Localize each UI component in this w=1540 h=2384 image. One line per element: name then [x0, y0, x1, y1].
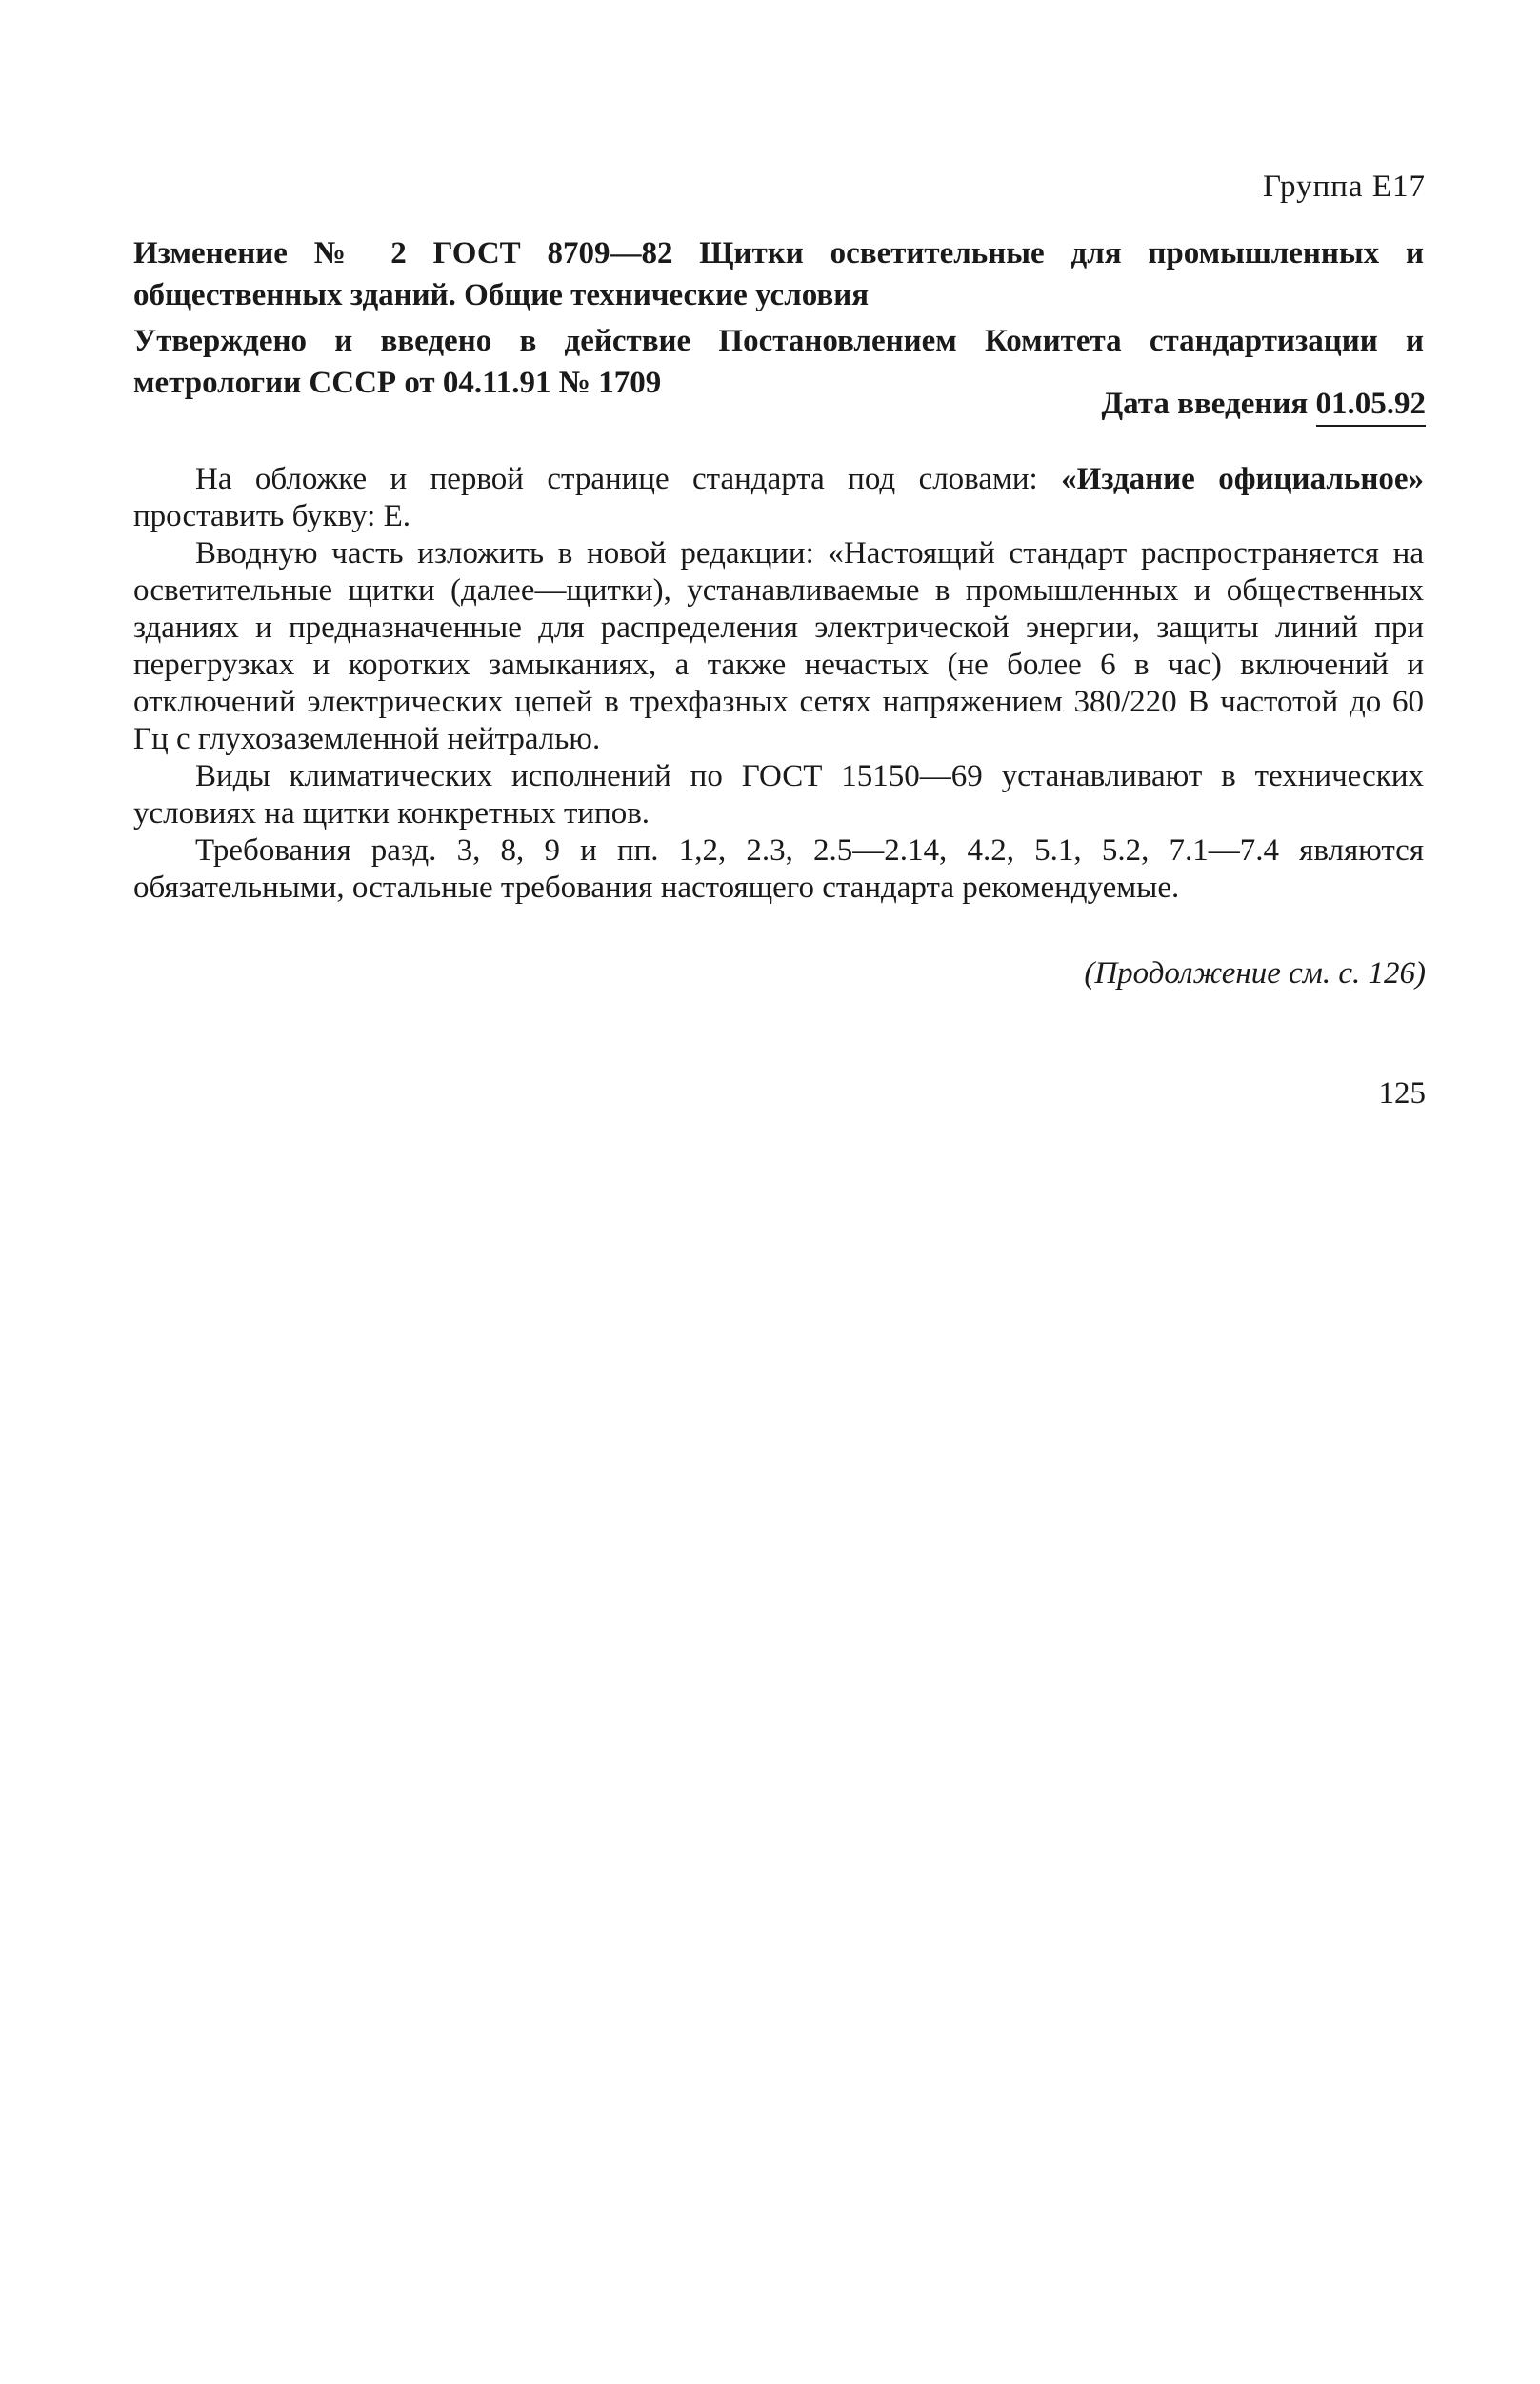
paragraph-mandatory-requirements: Требования разд. 3, 8, 9 и пп. 1,2, 2.3, 2.5—2.14, 4.2, 5.1, 5.2, 7.1—7.4 являются обязательными, остальные требования настоящего стандарта рекомендуемые. [133, 833, 1424, 905]
continuation-note: (Продолжение см. с. 126) [1084, 956, 1426, 991]
approval-statement: Утверждено и введено в действие Постановлением Комитета стандартизации и метрологии СССР от 04.11.91 № 1709 [133, 324, 1424, 400]
amendment-body [133, 461, 1424, 907]
amendment-title: Изменение № 2 ГОСТ 8709—82 Щитки осветительные для промышленных и общественных зданий. Общие технические условия [133, 236, 1424, 312]
paragraph-cover-marking [133, 461, 1424, 535]
introduction-date [1101, 387, 1426, 422]
paragraph-introduction: Вводную часть изложить в новой редакции: «Настоящий стандарт распространяется на осветительные щитки (далее—щитки), устанавливаемые в промышленных и общественных зданиях и предназначенные для распределения электрической энергии, защиты линий при перегрузках и коротких замыканиях, а также нечастых (не более 6 в час) включений и отключений электрических цепей в трехфазных сетях напряжением 380/220 В частотой до 60 Гц с глухозаземленной нейтралью. [133, 536, 1424, 756]
introduction-date-label: Дата введения [1101, 387, 1309, 421]
introduction-date-value: 01.05.92 [1316, 387, 1427, 427]
page-number: 125 [1378, 1076, 1426, 1111]
paragraph-cover-marking-end: проставить букву: Е. [133, 499, 410, 533]
paragraph-climatic-versions: Виды климатических исполнений по ГОСТ 15150—69 устанавливают в технических условиях на щитки конкретных типов. [133, 759, 1424, 831]
official-edition-phrase: «Издание официальное» [1061, 462, 1424, 496]
paragraph-cover-marking-start: На обложке и первой странице стандарта под словами: [195, 462, 1062, 496]
group-label: Группа Е17 [1263, 170, 1426, 204]
